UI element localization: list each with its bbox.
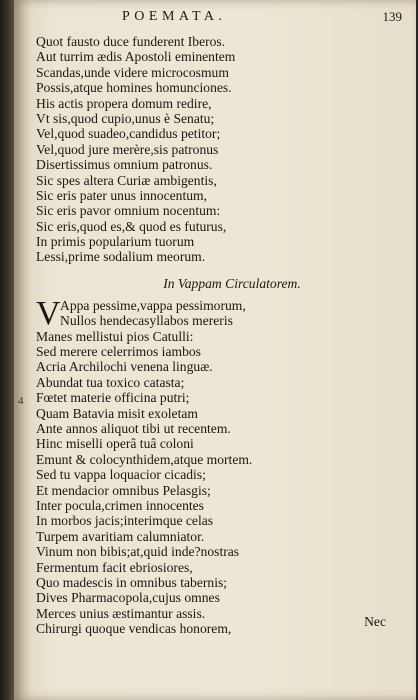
page-number: 139 — [382, 9, 402, 24]
verse-line: Appa pessime,vappa pessimorum, — [60, 297, 246, 313]
verse-line: Vinum non bibis;at,quid inde?nostras — [36, 544, 240, 560]
verse-line: Lessi,prime sodalium meorum. — [36, 249, 206, 265]
verse-line: Hinc miselli operâ tuâ coloni — [36, 436, 194, 452]
verse-line: Fermentum facit ebriosiores, — [36, 559, 193, 575]
verse-line: Scandas,unde videre microcosmum — [36, 64, 229, 80]
verse-line: Disertissimus omnium patronus. — [36, 157, 213, 173]
verse-line: Sic eris pater unus innocentum, — [36, 187, 208, 203]
verse-block-top — [36, 34, 410, 265]
verse-line: Et mendacior omnibus Pelasgis; — [36, 482, 211, 498]
verse-line: Quam Batavia misit exoletam — [36, 405, 198, 421]
verse-line: Dives Pharmacopola,cujus omnes — [36, 590, 220, 606]
verse-block-poem — [36, 329, 410, 637]
verse-line: Possis,atque homines homunciones. — [36, 80, 232, 96]
verse-line: Abundat tua toxico catasta; — [36, 374, 185, 390]
verse-line: Nullos hendecasyllabos mereris — [60, 313, 233, 329]
poem-title: In Vappam Circulatorem. — [163, 275, 301, 291]
verse-line: Manes mellistui pios Catulli: — [36, 328, 194, 344]
verse-line: In morbos jacis;interimque celas — [36, 513, 214, 529]
running-head — [14, 9, 416, 29]
verse-line: Quo madescis in omnibus tabernis; — [36, 574, 228, 590]
verse-line: Sed tu vappa loquacior cicadis; — [36, 467, 206, 483]
book-binding — [0, 0, 14, 700]
book-page — [14, 0, 416, 700]
verse-line: His actis propera domum redire, — [36, 95, 212, 111]
verse-line: Vel,quod jure merère,sis patronus — [36, 141, 219, 157]
verse-line: Sic eris pavor omnium nocentum: — [36, 203, 221, 219]
verse-line: Quot fausto duce funderent Iberos. — [36, 34, 226, 49]
verse-line: Sic spes altera Curiæ ambigentis, — [36, 172, 217, 188]
verse-line: Turpem avaritiam calumniator. — [36, 528, 205, 544]
verse-line: Fœtet materie officina putri; — [36, 390, 190, 406]
text-block — [36, 34, 410, 636]
catchword: Nec — [364, 614, 386, 629]
drop-capital: V — [36, 294, 61, 332]
verse-line: Acria Archilochi venena linguæ. — [36, 359, 213, 375]
verse-line: Sed merere celerrimos iambos — [36, 344, 201, 360]
verse-line: Vel,quod suadeo,candidus petitor; — [36, 126, 221, 142]
running-title: POEMATA. — [122, 9, 227, 24]
verse-line: Chirurgi quoque vendicas honorem, — [36, 621, 232, 637]
verse-line: In primis popularium tuorum — [36, 234, 195, 250]
verse-line: Emunt & colocynthidem,atque mortem. — [36, 451, 253, 467]
dropcap-block — [36, 294, 410, 332]
verse-line: Inter pocula,crimen innocentes — [36, 497, 204, 513]
verse-line: Sic eris,quod es,& quod es futurus, — [36, 218, 227, 234]
verse-line: Vt sis,quod cupio,unus è Senatu; — [36, 110, 215, 126]
verse-line: Ante annos aliquot tibi ut recentem. — [36, 420, 231, 436]
verse-line: Merces unius æstimantur assis. — [36, 605, 206, 621]
verse-line: Aut turrim ædis Apostoli eminentem — [36, 49, 236, 65]
margin-mark: 4 — [18, 395, 24, 407]
